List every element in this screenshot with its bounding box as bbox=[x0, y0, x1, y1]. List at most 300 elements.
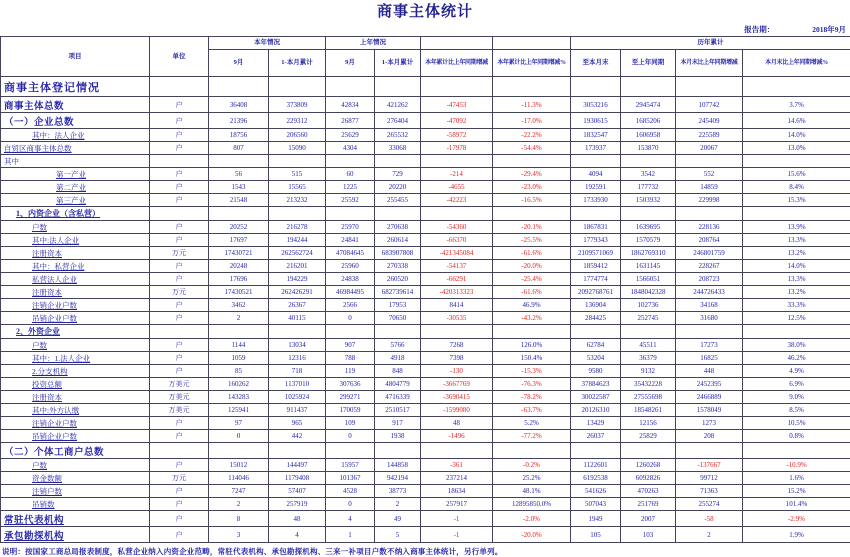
value-cell: 17430521 bbox=[209, 286, 269, 299]
value-cell: 6192538 bbox=[571, 472, 621, 485]
row-label: 吊销企业户数 bbox=[1, 312, 150, 325]
value-cell: 36379 bbox=[621, 352, 676, 365]
footnote: 说明：按国家工商总局报表制度，私营企业纳入内资企业范畴，常驻代表机构、承包勘探机构、三来一补项目户数不纳入商事主体统计，另行单列。 bbox=[0, 543, 850, 557]
value-cell: -420313323 bbox=[421, 286, 493, 299]
value-cell: 101367 bbox=[326, 472, 375, 485]
table-row bbox=[1, 260, 850, 273]
value-cell: 788 bbox=[326, 352, 375, 365]
col-header-month-this: 9月 bbox=[209, 50, 269, 77]
value-cell: 36408 bbox=[209, 97, 269, 113]
value-cell: 20126310 bbox=[571, 404, 621, 417]
value-cell: 143283 bbox=[209, 391, 269, 404]
value-cell: 18756 bbox=[209, 129, 269, 142]
value-cell bbox=[743, 155, 850, 168]
value-cell: 17953 bbox=[375, 299, 421, 312]
row-label: 资金数额 bbox=[1, 472, 150, 485]
value-cell: 60 bbox=[326, 168, 375, 181]
col-header-hist-last: 至上年同期 bbox=[621, 50, 676, 77]
value-cell: 1 bbox=[326, 527, 375, 543]
unit-cell: 户 bbox=[150, 527, 209, 543]
value-cell: 0.8% bbox=[743, 430, 850, 443]
value-cell: -77.2% bbox=[493, 430, 571, 443]
value-cell: -25.4% bbox=[493, 273, 571, 286]
value-cell: 208 bbox=[676, 430, 743, 443]
value-cell: 718 bbox=[269, 365, 326, 378]
value-cell: 0 bbox=[209, 430, 269, 443]
table-row bbox=[1, 129, 850, 142]
table-row bbox=[1, 352, 850, 365]
value-cell: 13.2% bbox=[743, 247, 850, 260]
row-label: 户数 bbox=[1, 221, 150, 234]
row-label: 私营法人企业 bbox=[1, 273, 150, 286]
value-cell: -63.7% bbox=[493, 404, 571, 417]
value-cell: 194229 bbox=[269, 273, 326, 286]
table-row bbox=[1, 459, 850, 472]
unit-cell: 万美元 bbox=[150, 378, 209, 391]
row-label: 承包勘探机构 bbox=[1, 527, 150, 543]
value-cell: 911437 bbox=[269, 404, 326, 417]
value-cell bbox=[676, 443, 743, 459]
table-row bbox=[1, 498, 850, 511]
value-cell: 33068 bbox=[375, 142, 421, 155]
value-cell bbox=[493, 155, 571, 168]
value-cell: 144497 bbox=[269, 459, 326, 472]
value-cell bbox=[571, 325, 621, 339]
value-cell: -1 bbox=[421, 527, 493, 543]
value-cell bbox=[743, 77, 850, 97]
value-cell bbox=[421, 325, 493, 339]
value-cell: 97 bbox=[209, 417, 269, 430]
value-cell: 1862769310 bbox=[621, 247, 676, 260]
value-cell bbox=[743, 325, 850, 339]
value-cell: 3053216 bbox=[571, 97, 621, 113]
value-cell bbox=[621, 443, 676, 459]
value-cell: 15.3% bbox=[743, 194, 850, 207]
value-cell: 126.0% bbox=[493, 339, 571, 352]
value-cell: 507043 bbox=[571, 498, 621, 511]
value-cell: 3 bbox=[209, 527, 269, 543]
row-label: 其中:法人企业 bbox=[1, 234, 150, 247]
value-cell: 216278 bbox=[269, 221, 326, 234]
value-cell: 0 bbox=[326, 312, 375, 325]
value-cell bbox=[676, 207, 743, 221]
unit-cell: 户 bbox=[150, 221, 209, 234]
value-cell: 15090 bbox=[269, 142, 326, 155]
table-row bbox=[1, 97, 850, 113]
value-cell: 1503932 bbox=[621, 194, 676, 207]
unit-cell: 万元 bbox=[150, 472, 209, 485]
value-cell: 15.2% bbox=[743, 485, 850, 498]
value-cell: 70650 bbox=[375, 312, 421, 325]
value-cell: 20067 bbox=[676, 142, 743, 155]
value-cell: 1832547 bbox=[571, 129, 621, 142]
value-cell: -2.9% bbox=[743, 511, 850, 527]
value-cell: 25592 bbox=[326, 194, 375, 207]
value-cell bbox=[621, 155, 676, 168]
value-cell bbox=[269, 77, 326, 97]
value-cell: 160262 bbox=[209, 378, 269, 391]
unit-cell: 万美元 bbox=[150, 404, 209, 417]
unit-cell: 万元 bbox=[150, 286, 209, 299]
value-cell: 20248 bbox=[209, 260, 269, 273]
value-cell: 208764 bbox=[676, 234, 743, 247]
row-label: 商事主体总数 bbox=[1, 97, 150, 113]
value-cell: 4528 bbox=[326, 485, 375, 498]
value-cell: 225589 bbox=[676, 129, 743, 142]
value-cell: -58972 bbox=[421, 129, 493, 142]
value-cell: -22.2% bbox=[493, 129, 571, 142]
table-row bbox=[1, 273, 850, 286]
group-header-this-year: 本年情况 bbox=[209, 37, 326, 50]
table-row bbox=[1, 247, 850, 260]
table-row bbox=[1, 221, 850, 234]
value-cell: 13429 bbox=[571, 417, 621, 430]
value-cell bbox=[676, 77, 743, 97]
value-cell: 2452395 bbox=[676, 378, 743, 391]
value-cell: 2007 bbox=[621, 511, 676, 527]
value-cell: -130 bbox=[421, 365, 493, 378]
unit-cell: 万元 bbox=[150, 247, 209, 260]
value-cell: 1949 bbox=[571, 511, 621, 527]
value-cell: 24838 bbox=[326, 273, 375, 286]
value-cell bbox=[421, 77, 493, 97]
value-cell bbox=[209, 155, 269, 168]
value-cell: 7247 bbox=[209, 485, 269, 498]
value-cell: 102736 bbox=[621, 299, 676, 312]
value-cell: -1 bbox=[421, 511, 493, 527]
unit-cell: 户 bbox=[150, 498, 209, 511]
value-cell: -17.0% bbox=[493, 113, 571, 129]
value-cell: 40115 bbox=[269, 312, 326, 325]
table-row bbox=[1, 511, 850, 527]
unit-cell bbox=[150, 443, 209, 459]
value-cell: 18548261 bbox=[621, 404, 676, 417]
value-cell: 2566 bbox=[326, 299, 375, 312]
row-label: （一）企业总数 bbox=[1, 113, 150, 129]
unit-cell: 户 bbox=[150, 299, 209, 312]
row-label: 注册资本 bbox=[1, 286, 150, 299]
value-cell: 170059 bbox=[326, 404, 375, 417]
value-cell: 13.9% bbox=[743, 221, 850, 234]
value-cell: 15957 bbox=[326, 459, 375, 472]
group-header-spacer-2 bbox=[493, 37, 571, 50]
value-cell: 13.2% bbox=[743, 286, 850, 299]
value-cell: 17430721 bbox=[209, 247, 269, 260]
value-cell: 10.5% bbox=[743, 417, 850, 430]
row-label: 自贸区商事主体总数 bbox=[1, 142, 150, 155]
value-cell: 807 bbox=[209, 142, 269, 155]
value-cell: -4655 bbox=[421, 181, 493, 194]
value-cell bbox=[493, 443, 571, 459]
value-cell bbox=[421, 443, 493, 459]
unit-cell: 户 bbox=[150, 234, 209, 247]
unit-cell: 户 bbox=[150, 194, 209, 207]
unit-cell: 户 bbox=[150, 113, 209, 129]
table-row bbox=[1, 286, 850, 299]
value-cell: 245409 bbox=[676, 113, 743, 129]
col-header-cum-last: 1-本月累计 bbox=[375, 50, 421, 77]
table-row bbox=[1, 443, 850, 459]
value-cell: 2 bbox=[676, 527, 743, 543]
value-cell: 1867831 bbox=[571, 221, 621, 234]
value-cell: 260614 bbox=[375, 234, 421, 247]
table-row bbox=[1, 404, 850, 417]
value-cell: 942194 bbox=[375, 472, 421, 485]
row-label: 注册资本 bbox=[1, 247, 150, 260]
value-cell bbox=[571, 207, 621, 221]
value-cell: 284425 bbox=[571, 312, 621, 325]
value-cell: 1848042328 bbox=[621, 286, 676, 299]
value-cell: 101.4% bbox=[743, 498, 850, 511]
value-cell: -11.3% bbox=[493, 97, 571, 113]
value-cell bbox=[375, 155, 421, 168]
value-cell: 257917 bbox=[421, 498, 493, 511]
unit-cell: 户 bbox=[150, 339, 209, 352]
value-cell: 4 bbox=[269, 527, 326, 543]
value-cell: 907 bbox=[326, 339, 375, 352]
row-label: 第二产业 bbox=[1, 181, 150, 194]
table-row bbox=[1, 472, 850, 485]
value-cell: -66291 bbox=[421, 273, 493, 286]
value-cell: 34168 bbox=[676, 299, 743, 312]
value-cell: 4094 bbox=[571, 168, 621, 181]
value-cell: 1685206 bbox=[621, 113, 676, 129]
value-cell: 56 bbox=[209, 168, 269, 181]
value-cell: 26037 bbox=[571, 430, 621, 443]
value-cell: 15565 bbox=[269, 181, 326, 194]
value-cell: 48.1% bbox=[493, 485, 571, 498]
value-cell: 265532 bbox=[375, 129, 421, 142]
row-label: 第三产业 bbox=[1, 194, 150, 207]
value-cell: 9132 bbox=[621, 365, 676, 378]
value-cell: -76.3% bbox=[493, 378, 571, 391]
value-cell: 48 bbox=[269, 511, 326, 527]
value-cell: 27555698 bbox=[621, 391, 676, 404]
value-cell bbox=[375, 325, 421, 339]
value-cell: 53204 bbox=[571, 352, 621, 365]
value-cell: 4804779 bbox=[375, 378, 421, 391]
value-cell: 682739614 bbox=[375, 286, 421, 299]
value-cell: 192591 bbox=[571, 181, 621, 194]
value-cell bbox=[326, 325, 375, 339]
table-row bbox=[1, 77, 850, 97]
row-label: 注销企业户数 bbox=[1, 417, 150, 430]
value-cell: 125941 bbox=[209, 404, 269, 417]
value-cell: 38773 bbox=[375, 485, 421, 498]
value-cell: 18634 bbox=[421, 485, 493, 498]
value-cell: 17273 bbox=[676, 339, 743, 352]
value-cell: 4716339 bbox=[375, 391, 421, 404]
value-cell: 25.2% bbox=[493, 472, 571, 485]
value-cell: -42223 bbox=[421, 194, 493, 207]
value-cell: -43.2% bbox=[493, 312, 571, 325]
value-cell: -421345084 bbox=[421, 247, 493, 260]
value-cell: 17696 bbox=[209, 273, 269, 286]
table-row bbox=[1, 312, 850, 325]
value-cell: 7398 bbox=[421, 352, 493, 365]
value-cell: 109 bbox=[326, 417, 375, 430]
value-cell: 4918 bbox=[375, 352, 421, 365]
value-cell: 237214 bbox=[421, 472, 493, 485]
value-cell bbox=[269, 325, 326, 339]
value-cell: 8414 bbox=[421, 299, 493, 312]
row-label: 其中：私营企业 bbox=[1, 260, 150, 273]
value-cell: 1.6% bbox=[743, 472, 850, 485]
value-cell: 6092826 bbox=[621, 472, 676, 485]
value-cell: 1122601 bbox=[571, 459, 621, 472]
value-cell: 1606958 bbox=[621, 129, 676, 142]
value-cell: -61.6% bbox=[493, 286, 571, 299]
col-header-month-last: 9月 bbox=[326, 50, 375, 77]
value-cell: 42834 bbox=[326, 97, 375, 113]
value-cell: 373809 bbox=[269, 97, 326, 113]
value-cell: 85 bbox=[209, 365, 269, 378]
unit-cell bbox=[150, 155, 209, 168]
group-header-last-year: 上年情况 bbox=[326, 37, 421, 50]
value-cell: -54360 bbox=[421, 221, 493, 234]
value-cell: 194244 bbox=[269, 234, 326, 247]
row-label: （二）个体工商户总数 bbox=[1, 443, 150, 459]
value-cell: 21396 bbox=[209, 113, 269, 129]
value-cell: 9580 bbox=[571, 365, 621, 378]
value-cell: 17697 bbox=[209, 234, 269, 247]
value-cell: 262426291 bbox=[269, 286, 326, 299]
report-period-value: 2018年9月 bbox=[812, 24, 846, 35]
col-header-yoy-diff: 本年累计比上年同期增减 bbox=[421, 50, 493, 77]
unit-cell: 万美元 bbox=[150, 391, 209, 404]
table-row bbox=[1, 168, 850, 181]
value-cell: 276404 bbox=[375, 113, 421, 129]
value-cell: 2092768761 bbox=[571, 286, 621, 299]
unit-cell bbox=[150, 77, 209, 97]
value-cell: 25960 bbox=[326, 260, 375, 273]
value-cell bbox=[209, 207, 269, 221]
row-label: 投资总额 bbox=[1, 378, 150, 391]
value-cell bbox=[209, 77, 269, 97]
value-cell bbox=[421, 155, 493, 168]
value-cell bbox=[676, 325, 743, 339]
value-cell bbox=[493, 325, 571, 339]
value-cell: 917 bbox=[375, 417, 421, 430]
value-cell: 1543 bbox=[209, 181, 269, 194]
value-cell bbox=[326, 155, 375, 168]
value-cell: -23.0% bbox=[493, 181, 571, 194]
table-body bbox=[1, 77, 850, 543]
value-cell: 3.7% bbox=[743, 97, 850, 113]
value-cell: 107742 bbox=[676, 97, 743, 113]
value-cell: -214 bbox=[421, 168, 493, 181]
value-cell bbox=[269, 155, 326, 168]
value-cell: -16.5% bbox=[493, 194, 571, 207]
value-cell: -3690415 bbox=[421, 391, 493, 404]
unit-cell: 户 bbox=[150, 273, 209, 286]
row-label: 商事主体登记情况 bbox=[1, 77, 150, 97]
value-cell: 45511 bbox=[621, 339, 676, 352]
value-cell: 114046 bbox=[209, 472, 269, 485]
value-cell: -66370 bbox=[421, 234, 493, 247]
unit-cell: 户 bbox=[150, 129, 209, 142]
value-cell: 1938 bbox=[375, 430, 421, 443]
value-cell: 13034 bbox=[269, 339, 326, 352]
value-cell: 25970 bbox=[326, 221, 375, 234]
row-label: 注销户数 bbox=[1, 485, 150, 498]
value-cell bbox=[493, 207, 571, 221]
value-cell: 1260268 bbox=[621, 459, 676, 472]
value-cell: 7268 bbox=[421, 339, 493, 352]
table-row bbox=[1, 325, 850, 339]
value-cell: 25629 bbox=[326, 129, 375, 142]
group-header-spacer-1 bbox=[421, 37, 493, 50]
value-cell: 244726433 bbox=[676, 286, 743, 299]
value-cell: 1137010 bbox=[269, 378, 326, 391]
value-cell: 2945474 bbox=[621, 97, 676, 113]
value-cell: -54.4% bbox=[493, 142, 571, 155]
row-label: 其中 bbox=[1, 155, 150, 168]
value-cell: -78.2% bbox=[493, 391, 571, 404]
value-cell: 150.4% bbox=[493, 352, 571, 365]
value-cell: -2.0% bbox=[493, 511, 571, 527]
row-label: 其中:外方认缴 bbox=[1, 404, 150, 417]
value-cell: 12316 bbox=[269, 352, 326, 365]
value-cell: 15012 bbox=[209, 459, 269, 472]
value-cell: 20252 bbox=[209, 221, 269, 234]
value-cell bbox=[326, 207, 375, 221]
value-cell: 228267 bbox=[676, 260, 743, 273]
value-cell: 14.0% bbox=[743, 129, 850, 142]
value-cell: 4304 bbox=[326, 142, 375, 155]
value-cell: 46.9% bbox=[493, 299, 571, 312]
value-cell: 1774774 bbox=[571, 273, 621, 286]
value-cell: 270338 bbox=[375, 260, 421, 273]
report-period-label: 报告期： bbox=[744, 24, 774, 35]
value-cell: 14859 bbox=[676, 181, 743, 194]
value-cell: -20.0% bbox=[493, 260, 571, 273]
value-cell: 1059 bbox=[209, 352, 269, 365]
value-cell: -1496 bbox=[421, 430, 493, 443]
value-cell: 260520 bbox=[375, 273, 421, 286]
value-cell: -29.4% bbox=[493, 168, 571, 181]
col-header-item: 项目 bbox=[1, 37, 150, 77]
value-cell: 448 bbox=[676, 365, 743, 378]
value-cell: -25.5% bbox=[493, 234, 571, 247]
value-cell: 144858 bbox=[375, 459, 421, 472]
value-cell: 24841 bbox=[326, 234, 375, 247]
value-cell: -54137 bbox=[421, 260, 493, 273]
value-cell: 14.6% bbox=[743, 113, 850, 129]
value-cell: -17978 bbox=[421, 142, 493, 155]
value-cell: 0 bbox=[326, 498, 375, 511]
value-cell bbox=[375, 207, 421, 221]
col-header-cum-this: 1-本月累计 bbox=[269, 50, 326, 77]
value-cell: 270638 bbox=[375, 221, 421, 234]
unit-cell: 户 bbox=[150, 511, 209, 527]
value-cell: 470263 bbox=[621, 485, 676, 498]
value-cell: -3667769 bbox=[421, 378, 493, 391]
value-cell bbox=[375, 77, 421, 97]
unit-cell bbox=[150, 325, 209, 339]
row-label: 1、内资企业（含私营） bbox=[1, 207, 150, 221]
unit-cell: 户 bbox=[150, 459, 209, 472]
value-cell: 1733930 bbox=[571, 194, 621, 207]
group-header-history: 历年累计 bbox=[571, 37, 850, 50]
value-cell: 251769 bbox=[621, 498, 676, 511]
value-cell: 1578049 bbox=[676, 404, 743, 417]
value-cell: 3542 bbox=[621, 168, 676, 181]
value-cell: -47092 bbox=[421, 113, 493, 129]
value-cell: 20220 bbox=[375, 181, 421, 194]
col-header-unit: 单位 bbox=[150, 37, 209, 77]
value-cell: 729 bbox=[375, 168, 421, 181]
